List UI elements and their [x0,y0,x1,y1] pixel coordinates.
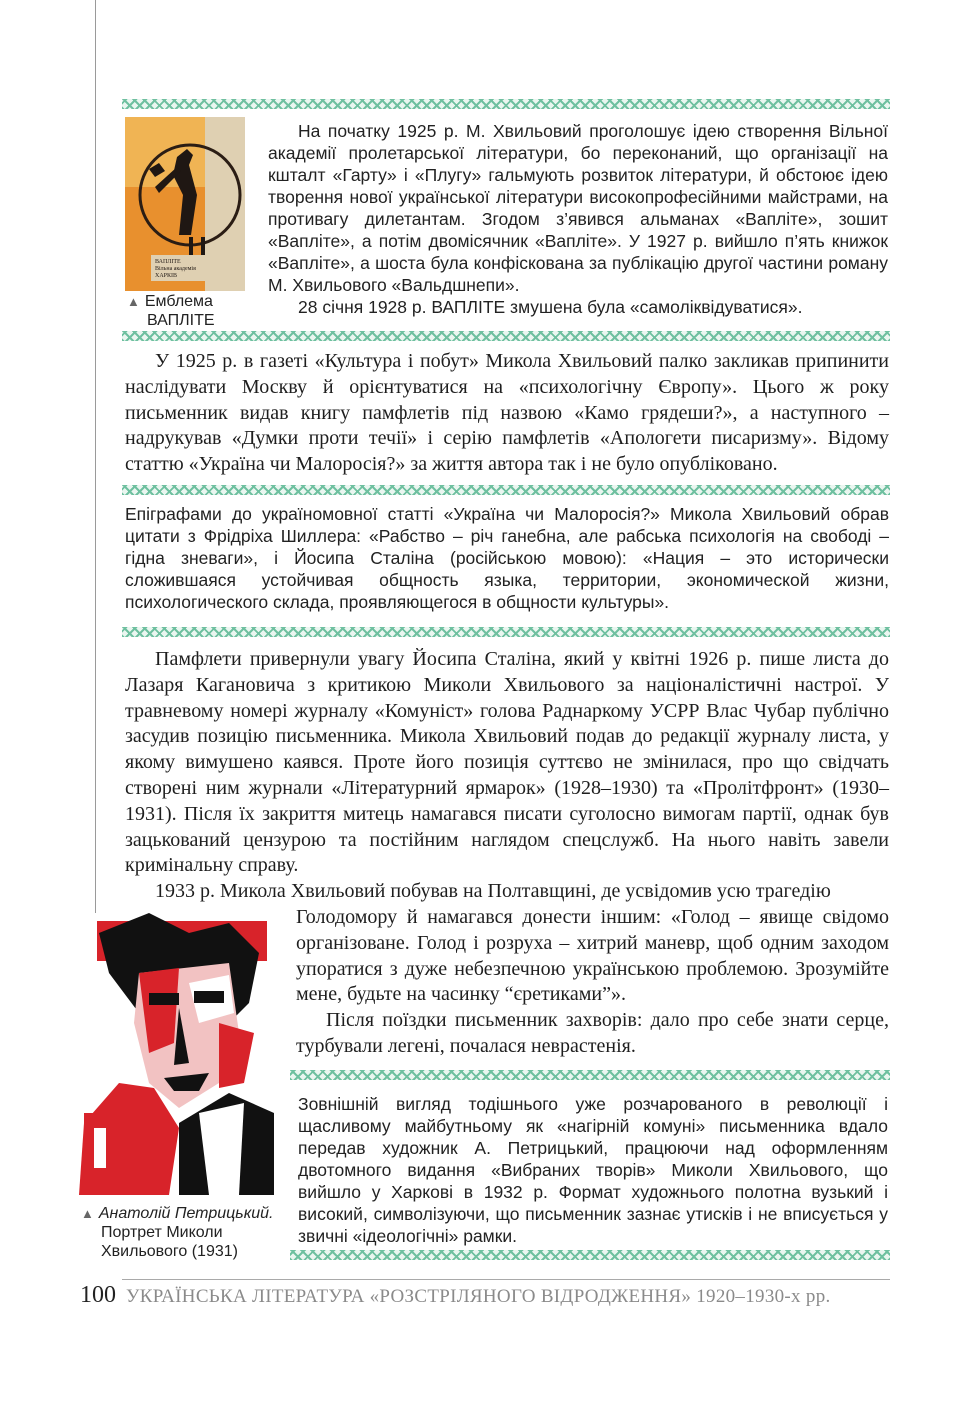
ornament-border-bottom-1 [122,331,890,341]
emblem-caption [127,292,257,330]
vaplite-paragraph: На початку 1925 р. М. Хвильовий проголошує ідею створення Вільної академії пролетарської літератури, бо переконаний, що організації на кшталт «Гарту» і «Плугу» гальмують розвиток літератури, й обстоює ідею творення нової української літератури високопрофесійними майстрами, на противагу дилетантам. Згодом з’явився альманах «Вапліте», зошит «Вапліте», а потім двомісячник «Вапліте». У 1927 р. вийшло п’ять книжок «Вапліте», а шоста була конфіскована за публікацію другої частини роману М. Хвильового «Вальдшнепи». [268,121,888,295]
portrait-caption-line3: Хвильового (1931) [101,1243,238,1260]
main-paragraph-continued: Голодомору й намагався донести іншим: «Голод – явище свідомо організоване. Голод і розруха – хитрий маневр, щоб одним заходом упоратися з дуже небезпечною українською проблемою. Зрозумійте мене, будьте на часинку “єретиками”». [296,906,889,1006]
main-text-block-1 [125,349,889,478]
emblem-stamp-line: ВАПЛІТЕ [155,259,181,265]
portrait-note-text: Зовнішній вигляд тодішнього уже розчарованого в революції і щасливому майбутньому як «нагірній комуні» письменника вдало передав художник А. Петрицький, працюючи над оформленням двотомного видання «Вибраних творів» Миколи Хвильового, що вийшло у Харкові в 1932 р. Формат художнього полотна вузький і високий, символізуючи, що письменник зазнає утисків і не вписується у звичні «ідеологічні» рамки. [298,1094,888,1246]
emblem-stamp-line: ХАРКІВ [155,273,178,279]
portrait-khvylovy-image [79,913,274,1195]
epigraph-note-text: Епіграфами до україномовної статті «Україна чи Малоросія?» Микола Хвильовий обрав цитати з Фрідріха Шиллера: «Рабство – річ ганебна, але рабська психологія на свободі – гідна зневаги», і Йосипа Сталіна (російською мовою): «Нация – это исторически сложившаяся устойчивая общность языка, территории, экономической жизни, психологического склада, проявляющегося в общности культуры». [125,504,889,612]
main-paragraph: Після поїздки письменник захворів: дало про себе знати серце, турбували легені, почалася неврастенія. [296,1009,889,1057]
portrait-caption-artist: Анатолій Петрицький. [98,1205,274,1222]
page-footer [80,1282,900,1309]
emblem-vaplite-image [125,117,245,291]
page-margin-line [95,0,96,915]
ornament-border-bottom-2 [122,627,890,637]
vaplite-text-box [268,120,888,318]
main-paragraph: Памфлети привернули увагу Йосипа Сталіна, який у квітні 1926 р. пише листа до Лазаря Кагановича з критикою Миколи Хвильового за націоналістичні настрої. У травневому номері журналу «Комуніст» голова Раднаркому УСРР Влас Чубар публічно засудив позицію письменника. Микола Хвильовий подав до редакції журналу листа, у якому вимушено каявся. Проте його позиція суттєво не змінилася, про що свідчать створені ним журнали «Літературний ярмарок» (1928–1930) та «Пролітфронт» (1930–1931). Після їх закриття митець намагався писати суголосно вимогам партії, однак був зацькований цензурою та постійним наглядом спецслужб. На нього навіть завели кримінальну справу. [125,648,889,877]
triangle-up-icon: ▲ [127,294,140,309]
main-paragraph: У 1925 р. в газеті «Культура і побут» Микола Хвильовий палко закликав припинити наслідувати Москву й орієнтуватися на «психологічну Європу». Цього ж року письменник видав книгу памфлетів під назвою «Камо грядеши?», а наступного – надрукував «Думки проти течії» і серію памфлетів «Апологети писаризму». Відому статтю «Україна чи Малоросія?» за життя автора так і не було опубліковано. [125,350,889,476]
portrait-note-box [298,1093,888,1247]
ornament-border-bottom-3 [290,1250,890,1260]
running-title: УКРАЇНСЬКА ЛІТЕРАТУРА «РОЗСТРІЛЯНОГО ВІДРОДЖЕННЯ» 1920–1930-х рр. [126,1286,831,1307]
footer-rule [122,1279,890,1280]
main-text-block-2 [125,647,889,905]
main-paragraph-first-line: 1933 р. Микола Хвильовий побував на Полтавщині, де усвідомив усю трагедію [155,880,831,903]
vaplite-dissolution-paragraph: 28 січня 1928 р. ВАПЛІТЕ змушена була «самоліквідуватися». [298,297,803,317]
emblem-stamp-line: Вільна академія [155,266,196,272]
emblem-stamp-text [155,259,219,280]
portrait-caption [81,1204,281,1261]
ornament-border-top-3 [290,1070,890,1080]
ornament-border-top-1 [122,99,890,109]
epigraph-note-box [125,503,889,613]
emblem-caption-line1: Емблема [144,293,213,310]
emblem-caption-line2: ВАПЛІТЕ [147,312,215,329]
main-text-block-3 [296,905,889,1060]
portrait-caption-line2: Портрет Миколи [101,1224,223,1241]
page-number: 100 [80,1282,116,1308]
ornament-border-top-2 [122,485,890,495]
triangle-up-icon: ▲ [81,1206,94,1221]
